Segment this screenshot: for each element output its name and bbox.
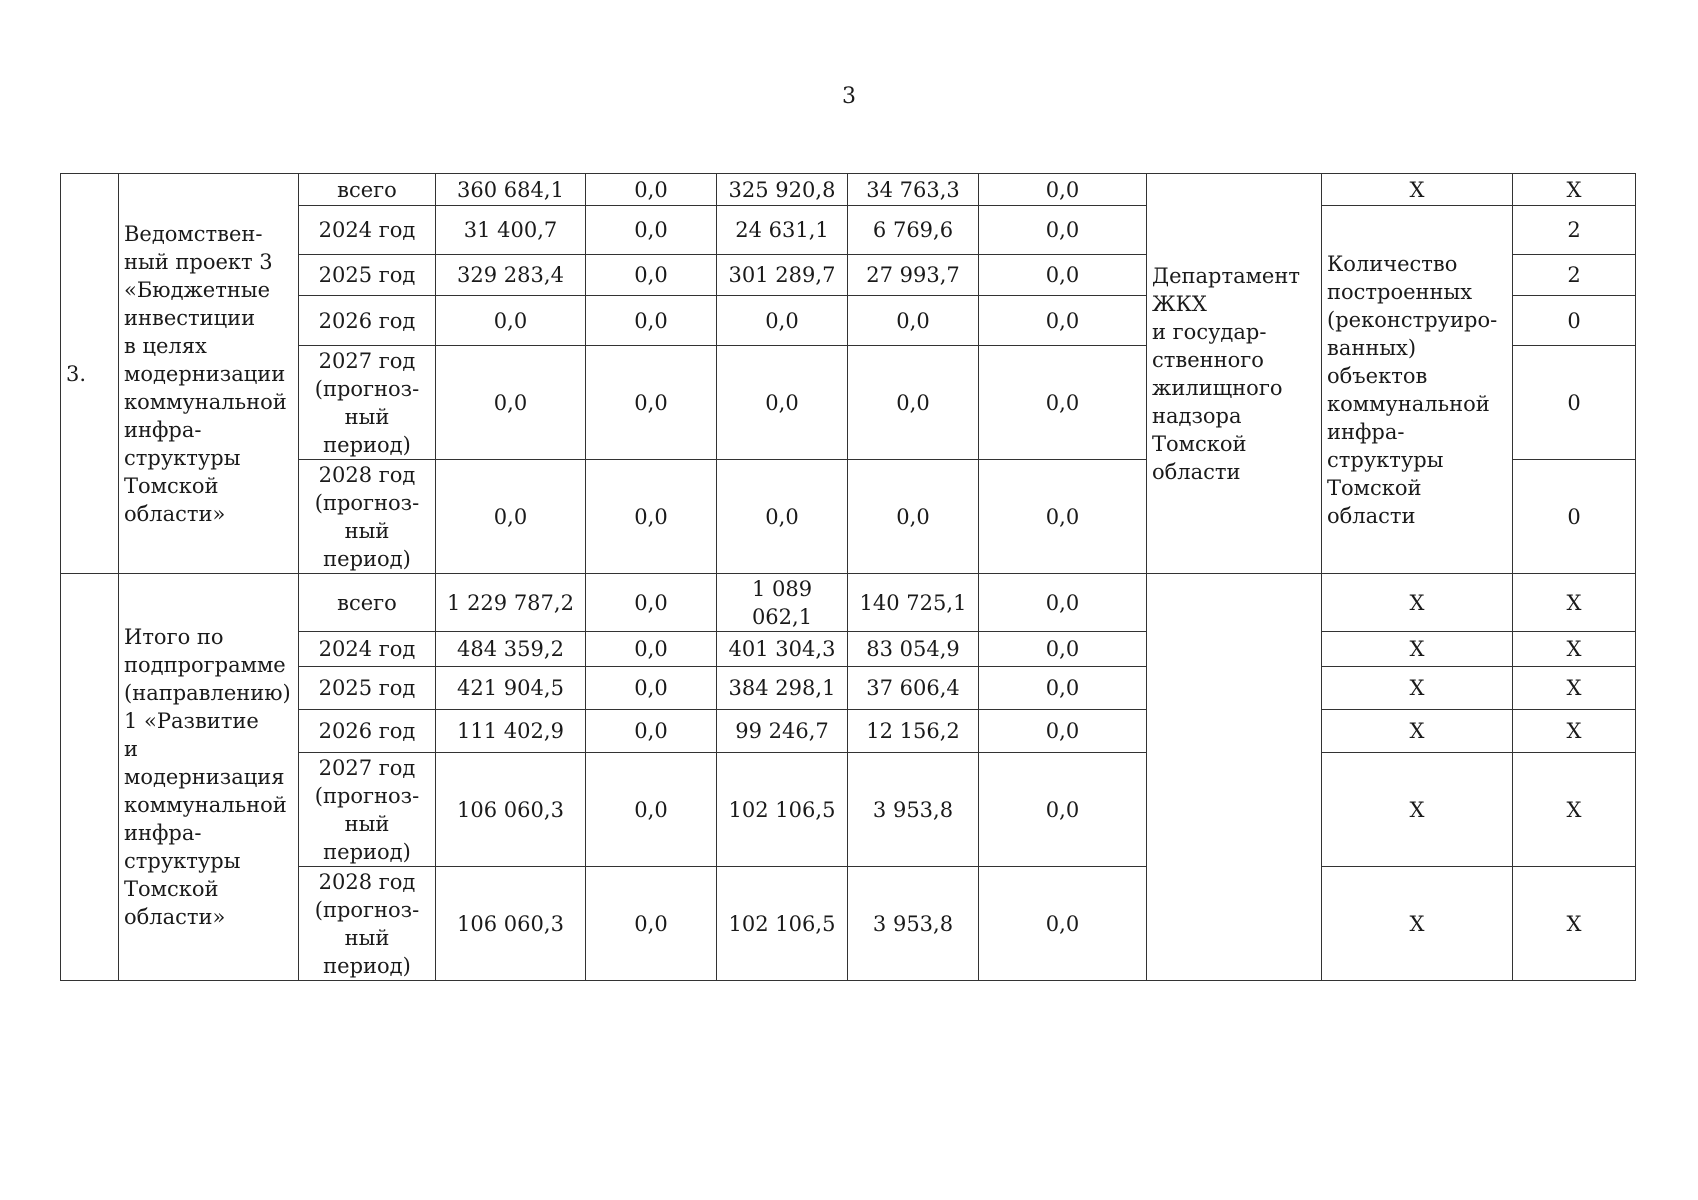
value-cell: 2 [1513,255,1636,296]
value-cell: X [1513,710,1636,753]
value-cell: X [1513,632,1636,667]
federal-cell: 0,0 [586,710,717,753]
regional-cell: 401 304,3 [717,632,848,667]
period-cell: 2028 год (прогноз- ный период) [299,460,436,574]
total-cell: 111 402,9 [436,710,586,753]
period-cell: 2028 год (прогноз- ный период) [299,867,436,981]
value-cell: 2 [1513,206,1636,255]
local-cell: 6 769,6 [848,206,979,255]
other-cell: 0,0 [979,710,1147,753]
indicator-cell: X [1322,667,1513,710]
federal-cell: 0,0 [586,206,717,255]
federal-cell: 0,0 [586,255,717,296]
total-cell: 0,0 [436,346,586,460]
budget-table [60,173,1636,981]
section-name: Итого по подпрограмме (направлению) 1 «Развитие и модернизация коммунальной инфра- структуры Томской области» [119,574,299,981]
section-number [61,574,119,981]
federal-cell: 0,0 [586,460,717,574]
local-cell: 140 725,1 [848,574,979,632]
local-cell: 12 156,2 [848,710,979,753]
local-cell: 3 953,8 [848,867,979,981]
indicator-cell: X [1322,867,1513,981]
federal-cell: 0,0 [586,574,717,632]
federal-cell: 0,0 [586,753,717,867]
responsible-cell: Департамент ЖКХ и государ- ственного жилищного надзора Томской области [1147,174,1322,574]
value-cell: 0 [1513,346,1636,460]
period-cell: 2025 год [299,255,436,296]
section-number: 3. [61,174,119,574]
value-cell: X [1513,867,1636,981]
total-cell: 31 400,7 [436,206,586,255]
other-cell: 0,0 [979,574,1147,632]
indicator-cell: X [1322,174,1513,206]
regional-cell: 0,0 [717,296,848,346]
other-cell: 0,0 [979,346,1147,460]
total-cell: 484 359,2 [436,632,586,667]
regional-cell: 0,0 [717,346,848,460]
other-cell: 0,0 [979,753,1147,867]
regional-cell: 1 089 062,1 [717,574,848,632]
value-cell: 0 [1513,296,1636,346]
period-cell: 2025 год [299,667,436,710]
total-cell: 1 229 787,2 [436,574,586,632]
period-cell: 2027 год (прогноз- ный период) [299,753,436,867]
local-cell: 83 054,9 [848,632,979,667]
regional-cell: 384 298,1 [717,667,848,710]
local-cell: 3 953,8 [848,753,979,867]
value-cell: X [1513,753,1636,867]
period-cell: 2026 год [299,710,436,753]
federal-cell: 0,0 [586,346,717,460]
other-cell: 0,0 [979,667,1147,710]
total-cell: 106 060,3 [436,753,586,867]
total-cell: 360 684,1 [436,174,586,206]
value-cell: X [1513,174,1636,206]
period-cell: 2024 год [299,632,436,667]
other-cell: 0,0 [979,206,1147,255]
other-cell: 0,0 [979,460,1147,574]
page-number: 3 [842,84,856,109]
indicator-cell: X [1322,574,1513,632]
regional-cell: 301 289,7 [717,255,848,296]
federal-cell: 0,0 [586,667,717,710]
regional-cell: 325 920,8 [717,174,848,206]
total-cell: 106 060,3 [436,867,586,981]
other-cell: 0,0 [979,255,1147,296]
indicator-cell: X [1322,753,1513,867]
value-cell: X [1513,574,1636,632]
table-row [61,574,1636,632]
other-cell: 0,0 [979,174,1147,206]
period-cell: 2024 год [299,206,436,255]
local-cell: 34 763,3 [848,174,979,206]
other-cell: 0,0 [979,296,1147,346]
local-cell: 0,0 [848,346,979,460]
section-name: Ведомствен- ный проект 3 «Бюджетные инвестиции в целях модернизации коммунальной инфра- структуры Томской области» [119,174,299,574]
total-cell: 0,0 [436,460,586,574]
total-cell: 329 283,4 [436,255,586,296]
federal-cell: 0,0 [586,174,717,206]
total-cell: 421 904,5 [436,667,586,710]
federal-cell: 0,0 [586,296,717,346]
regional-cell: 24 631,1 [717,206,848,255]
table-row [61,174,1636,206]
regional-cell: 102 106,5 [717,753,848,867]
federal-cell: 0,0 [586,632,717,667]
local-cell: 37 606,4 [848,667,979,710]
period-cell: 2027 год (прогноз- ный период) [299,346,436,460]
period-cell: всего [299,174,436,206]
regional-cell: 102 106,5 [717,867,848,981]
federal-cell: 0,0 [586,867,717,981]
regional-cell: 0,0 [717,460,848,574]
local-cell: 27 993,7 [848,255,979,296]
other-cell: 0,0 [979,632,1147,667]
total-cell: 0,0 [436,296,586,346]
local-cell: 0,0 [848,296,979,346]
period-cell: всего [299,574,436,632]
indicator-name-cell: Количество построенных (реконструиро- ванных) объектов коммунальной инфра- структуры Томской области [1322,206,1513,574]
indicator-cell: X [1322,710,1513,753]
value-cell: 0 [1513,460,1636,574]
indicator-cell: X [1322,632,1513,667]
other-cell: 0,0 [979,867,1147,981]
value-cell: X [1513,667,1636,710]
regional-cell: 99 246,7 [717,710,848,753]
local-cell: 0,0 [848,460,979,574]
period-cell: 2026 год [299,296,436,346]
responsible-cell [1147,574,1322,981]
